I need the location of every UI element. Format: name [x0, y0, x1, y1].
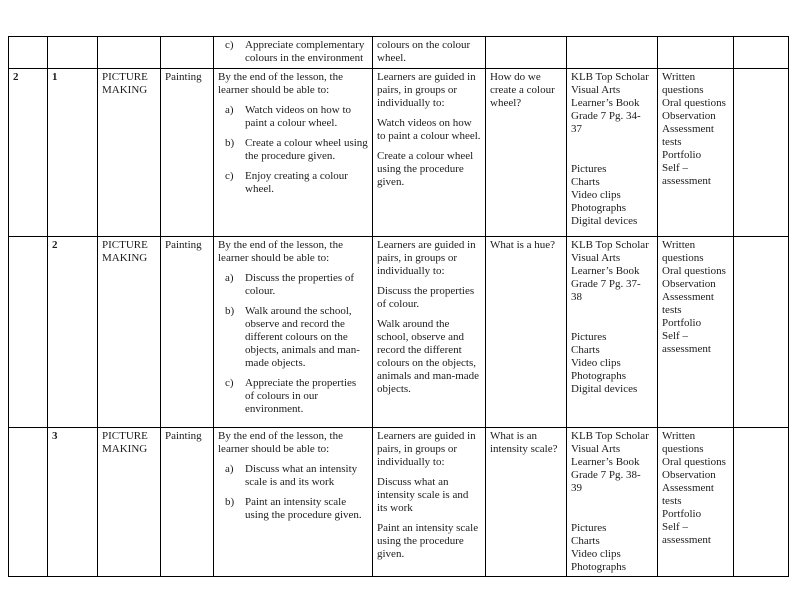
cell-lesson: [48, 69, 98, 237]
experience-paragraph: Walk around the school, observe and record the different colours on the objects, animals and man-made objects.: [377, 318, 480, 395]
experience-paragraph: Discuss the properties of colour.: [377, 285, 475, 310]
assessment-line: Oral questions: [662, 97, 726, 109]
cell-strand: [98, 428, 161, 577]
cell-outcomes: [214, 37, 373, 69]
assessment-line: Observation: [662, 110, 716, 122]
cell-sub-strand: [161, 69, 214, 237]
cell-week: [9, 37, 48, 69]
lesson-number: 3: [52, 430, 58, 442]
resource-line: Charts: [571, 176, 600, 188]
cell-remarks: [734, 69, 789, 237]
list-marker: b): [225, 137, 235, 149]
assessment-line: Oral questions: [662, 265, 726, 277]
cell-experiences: [373, 428, 486, 577]
list-marker: a): [225, 104, 234, 116]
list-marker: b): [225, 496, 235, 508]
cell-inquiry: [486, 428, 567, 577]
outcome-text: Appreciate complementary colours in the environment: [245, 39, 365, 64]
assessment-line: Portfolio: [662, 149, 702, 161]
cell-outcomes: [214, 237, 373, 428]
cell-experiences: [373, 237, 486, 428]
assessment-line: Assessment tests: [662, 482, 714, 507]
list-marker: c): [225, 377, 234, 389]
cell-strand: [98, 237, 161, 428]
assessment-line: Observation: [662, 469, 716, 481]
week-number: 2: [13, 71, 19, 83]
sub-strand-text: Painting: [165, 239, 202, 251]
cell-inquiry: [486, 69, 567, 237]
resource-line: Video clips: [571, 548, 621, 560]
cell-lesson: [48, 428, 98, 577]
experience-paragraph: Learners are guided in pairs, in groups or individually to:: [377, 239, 476, 277]
resource-line: Video clips: [571, 189, 621, 201]
table-row-lesson-1: [9, 69, 789, 237]
outcomes-intro: By the end of the lesson, the learner should be able to:: [218, 239, 343, 264]
cell-lesson: [48, 237, 98, 428]
outcome-text: Watch videos on how to paint a colour wheel.: [245, 104, 352, 129]
outcome-item: [218, 496, 368, 522]
cell-week: [9, 237, 48, 428]
cell-outcomes: [214, 428, 373, 577]
strand-text: PICTURE MAKING: [102, 430, 148, 455]
resource-book: KLB Top Scholar Visual Arts Learner’s Book Grade 7 Pg. 37-38: [571, 239, 649, 303]
list-marker: c): [225, 39, 234, 51]
outcome-text: Discuss what an intensity scale is and its work: [245, 463, 358, 488]
list-marker: c): [225, 170, 234, 182]
experience-paragraph: Learners are guided in pairs, in groups or individually to:: [377, 71, 476, 109]
assessment-line: Self – assessment: [662, 330, 711, 355]
resource-line: Pictures: [571, 163, 607, 175]
assessment-line: Self – assessment: [662, 162, 711, 187]
resource-line: Photographs: [571, 370, 626, 382]
outcome-text: Paint an intensity scale using the procedure given.: [245, 496, 362, 521]
outcome-item: [218, 39, 368, 65]
outcome-text: Enjoy creating a colour wheel.: [245, 170, 348, 195]
resource-materials: [571, 522, 650, 574]
outcome-text: Discuss the properties of colour.: [245, 272, 355, 297]
resource-book: KLB Top Scholar Visual Arts Learner’s Book Grade 7 Pg. 34-37: [571, 71, 649, 135]
experience-paragraph: Learners are guided in pairs, in groups or individually to:: [377, 430, 476, 468]
experience-paragraph: colours on the colour wheel.: [377, 39, 471, 64]
cell-remarks: [734, 237, 789, 428]
cell-experiences: [373, 69, 486, 237]
resource-line: Digital devices: [571, 215, 638, 227]
strand-text: PICTURE MAKING: [102, 71, 148, 96]
cell-strand: [98, 37, 161, 69]
assessment-line: Portfolio: [662, 508, 702, 520]
assessment-line: Written questions: [662, 239, 704, 264]
inquiry-question: What is an intensity scale?: [490, 430, 558, 455]
inquiry-question: What is a hue?: [490, 239, 556, 251]
table-row-lesson-2: [9, 237, 789, 428]
cell-resources: [567, 37, 658, 69]
table-row-lesson-3: [9, 428, 789, 577]
resource-book: KLB Top Scholar Visual Arts Learner’s Book Grade 7 Pg. 38-39: [571, 430, 649, 494]
outcomes-intro: By the end of the lesson, the learner should be able to:: [218, 71, 343, 96]
assessment-line: Written questions: [662, 71, 704, 96]
outcome-item: [218, 137, 368, 163]
resource-line: Pictures: [571, 331, 607, 343]
resource-line: Charts: [571, 535, 600, 547]
cell-week: [9, 428, 48, 577]
resource-line: Photographs: [571, 561, 626, 573]
cell-assessment: [658, 37, 734, 69]
cell-inquiry: [486, 37, 567, 69]
outcomes-intro: By the end of the lesson, the learner should be able to:: [218, 430, 343, 455]
resource-line: Video clips: [571, 357, 621, 369]
cell-inquiry: [486, 237, 567, 428]
list-marker: b): [225, 305, 235, 317]
outcome-item: [218, 463, 368, 489]
resource-line: Digital devices: [571, 383, 638, 395]
experience-paragraph: Discuss what an intensity scale is and its work: [377, 476, 469, 514]
sub-strand-text: Painting: [165, 430, 202, 442]
cell-experiences: [373, 37, 486, 69]
assessment-line: Assessment tests: [662, 291, 714, 316]
cell-lesson: [48, 37, 98, 69]
assessment-line: Oral questions: [662, 456, 726, 468]
assessment-line: Written questions: [662, 430, 704, 455]
outcome-item: [218, 170, 368, 196]
cell-assessment: [658, 69, 734, 237]
lesson-number: 2: [52, 239, 58, 251]
inquiry-question: How do we create a colour wheel?: [490, 71, 555, 109]
sub-strand-text: Painting: [165, 71, 202, 83]
resource-materials: [571, 163, 650, 228]
experience-paragraph: Create a colour wheel using the procedure given.: [377, 150, 474, 188]
outcome-text: Create a colour wheel using the procedure given.: [245, 137, 368, 162]
assessment-line: Portfolio: [662, 317, 702, 329]
list-marker: a): [225, 272, 234, 284]
cell-sub-strand: [161, 37, 214, 69]
experience-paragraph: Paint an intensity scale using the procedure given.: [377, 522, 479, 560]
scheme-of-work-table: [8, 36, 789, 577]
outcome-text: Walk around the school, observe and record the different colours on the objects, animals and man-made objects.: [245, 305, 360, 369]
experience-paragraph: Watch videos on how to paint a colour wheel.: [377, 117, 481, 142]
cell-resources: [567, 69, 658, 237]
list-marker: a): [225, 463, 234, 475]
outcome-text: Appreciate the properties of colours in our environment.: [245, 377, 357, 415]
resource-line: Pictures: [571, 522, 607, 534]
cell-resources: [567, 428, 658, 577]
outcome-item: [218, 377, 368, 416]
cell-remarks: [734, 37, 789, 69]
cell-week: [9, 69, 48, 237]
outcome-item: [218, 272, 368, 298]
resource-materials: [571, 331, 650, 396]
table-row-continuation: [9, 37, 789, 69]
cell-strand: [98, 69, 161, 237]
cell-assessment: [658, 428, 734, 577]
resource-line: Photographs: [571, 202, 626, 214]
cell-sub-strand: [161, 237, 214, 428]
cell-outcomes: [214, 69, 373, 237]
lesson-number: 1: [52, 71, 58, 83]
outcome-item: [218, 305, 368, 370]
assessment-line: Assessment tests: [662, 123, 714, 148]
strand-text: PICTURE MAKING: [102, 239, 148, 264]
cell-assessment: [658, 237, 734, 428]
cell-remarks: [734, 428, 789, 577]
assessment-line: Self – assessment: [662, 521, 711, 546]
assessment-line: Observation: [662, 278, 716, 290]
outcome-item: [218, 104, 368, 130]
cell-sub-strand: [161, 428, 214, 577]
cell-resources: [567, 237, 658, 428]
resource-line: Charts: [571, 344, 600, 356]
